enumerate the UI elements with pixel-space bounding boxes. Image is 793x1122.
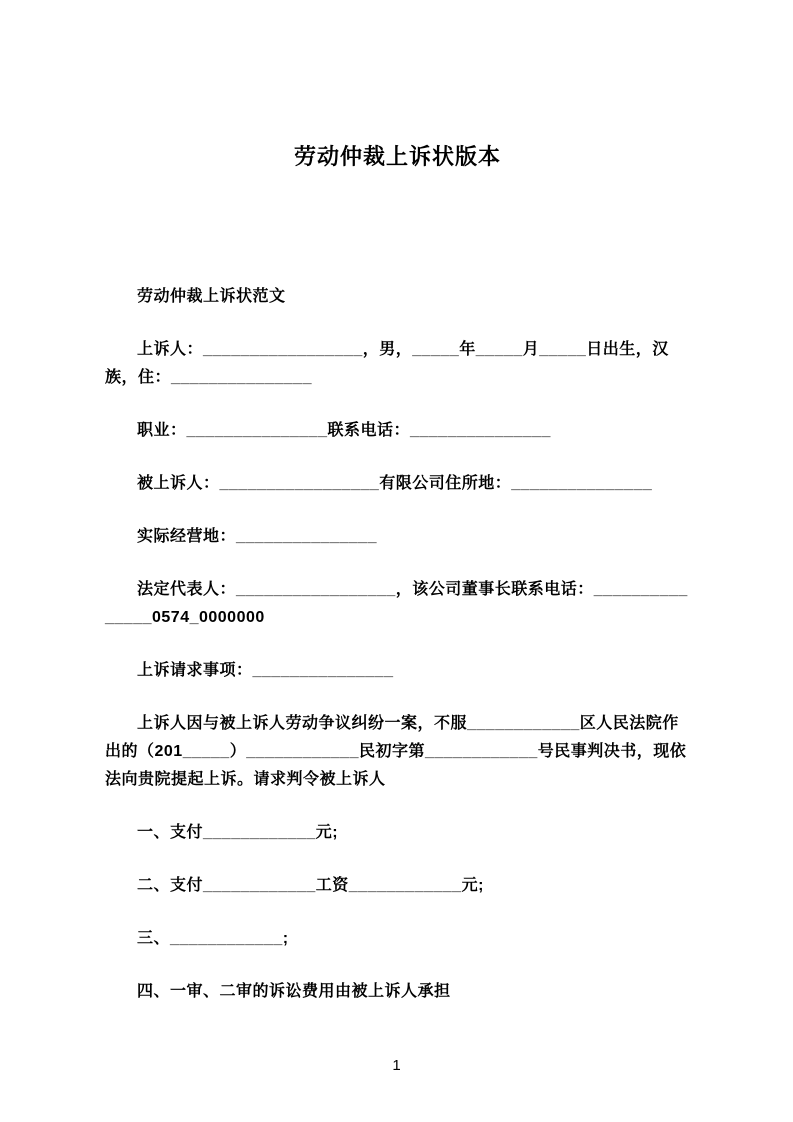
page-number: 1 — [392, 1057, 401, 1074]
paragraph-business-address: 实际经营地：_______________ — [137, 528, 377, 545]
document-title: 劳动仲裁上诉状版本 — [293, 144, 501, 169]
paragraph-appellant: 上诉人：_________________，男，_____年_____月_____日出生，汉族，住：_______________ — [105, 341, 669, 386]
paragraph-appeal-request: 上诉请求事项：_______________ — [137, 662, 394, 679]
paragraph-appellee: 被上诉人：_________________有限公司住所地：_______________ — [137, 475, 653, 492]
paragraph-legal-representative: 法定代表人：_________________，该公司董事长联系电话：_______________0574_0000000 — [105, 581, 688, 626]
paragraph-claim-4: 四、一审、二审的诉讼费用由被上诉人承担 — [137, 983, 451, 1000]
paragraph-intro: 劳动仲裁上诉状范文 — [137, 288, 286, 305]
paragraph-claim-3: 三、____________; — [137, 930, 289, 947]
document-body — [105, 283, 690, 1006]
paragraph-occupation: 职业：_______________联系电话：_______________ — [137, 422, 551, 439]
paragraph-case-statement: 上诉人因与被上诉人劳动争议纠纷一案，不服____________区人民法院作出的（201_____）____________民初字第____________号民事判决书，现依法向贵院提起上诉。请求判令被上诉人 — [105, 715, 687, 788]
paragraph-claim-2: 二、支付____________工资____________元; — [137, 877, 484, 894]
paragraph-claim-1: 一、支付____________元; — [137, 824, 339, 841]
